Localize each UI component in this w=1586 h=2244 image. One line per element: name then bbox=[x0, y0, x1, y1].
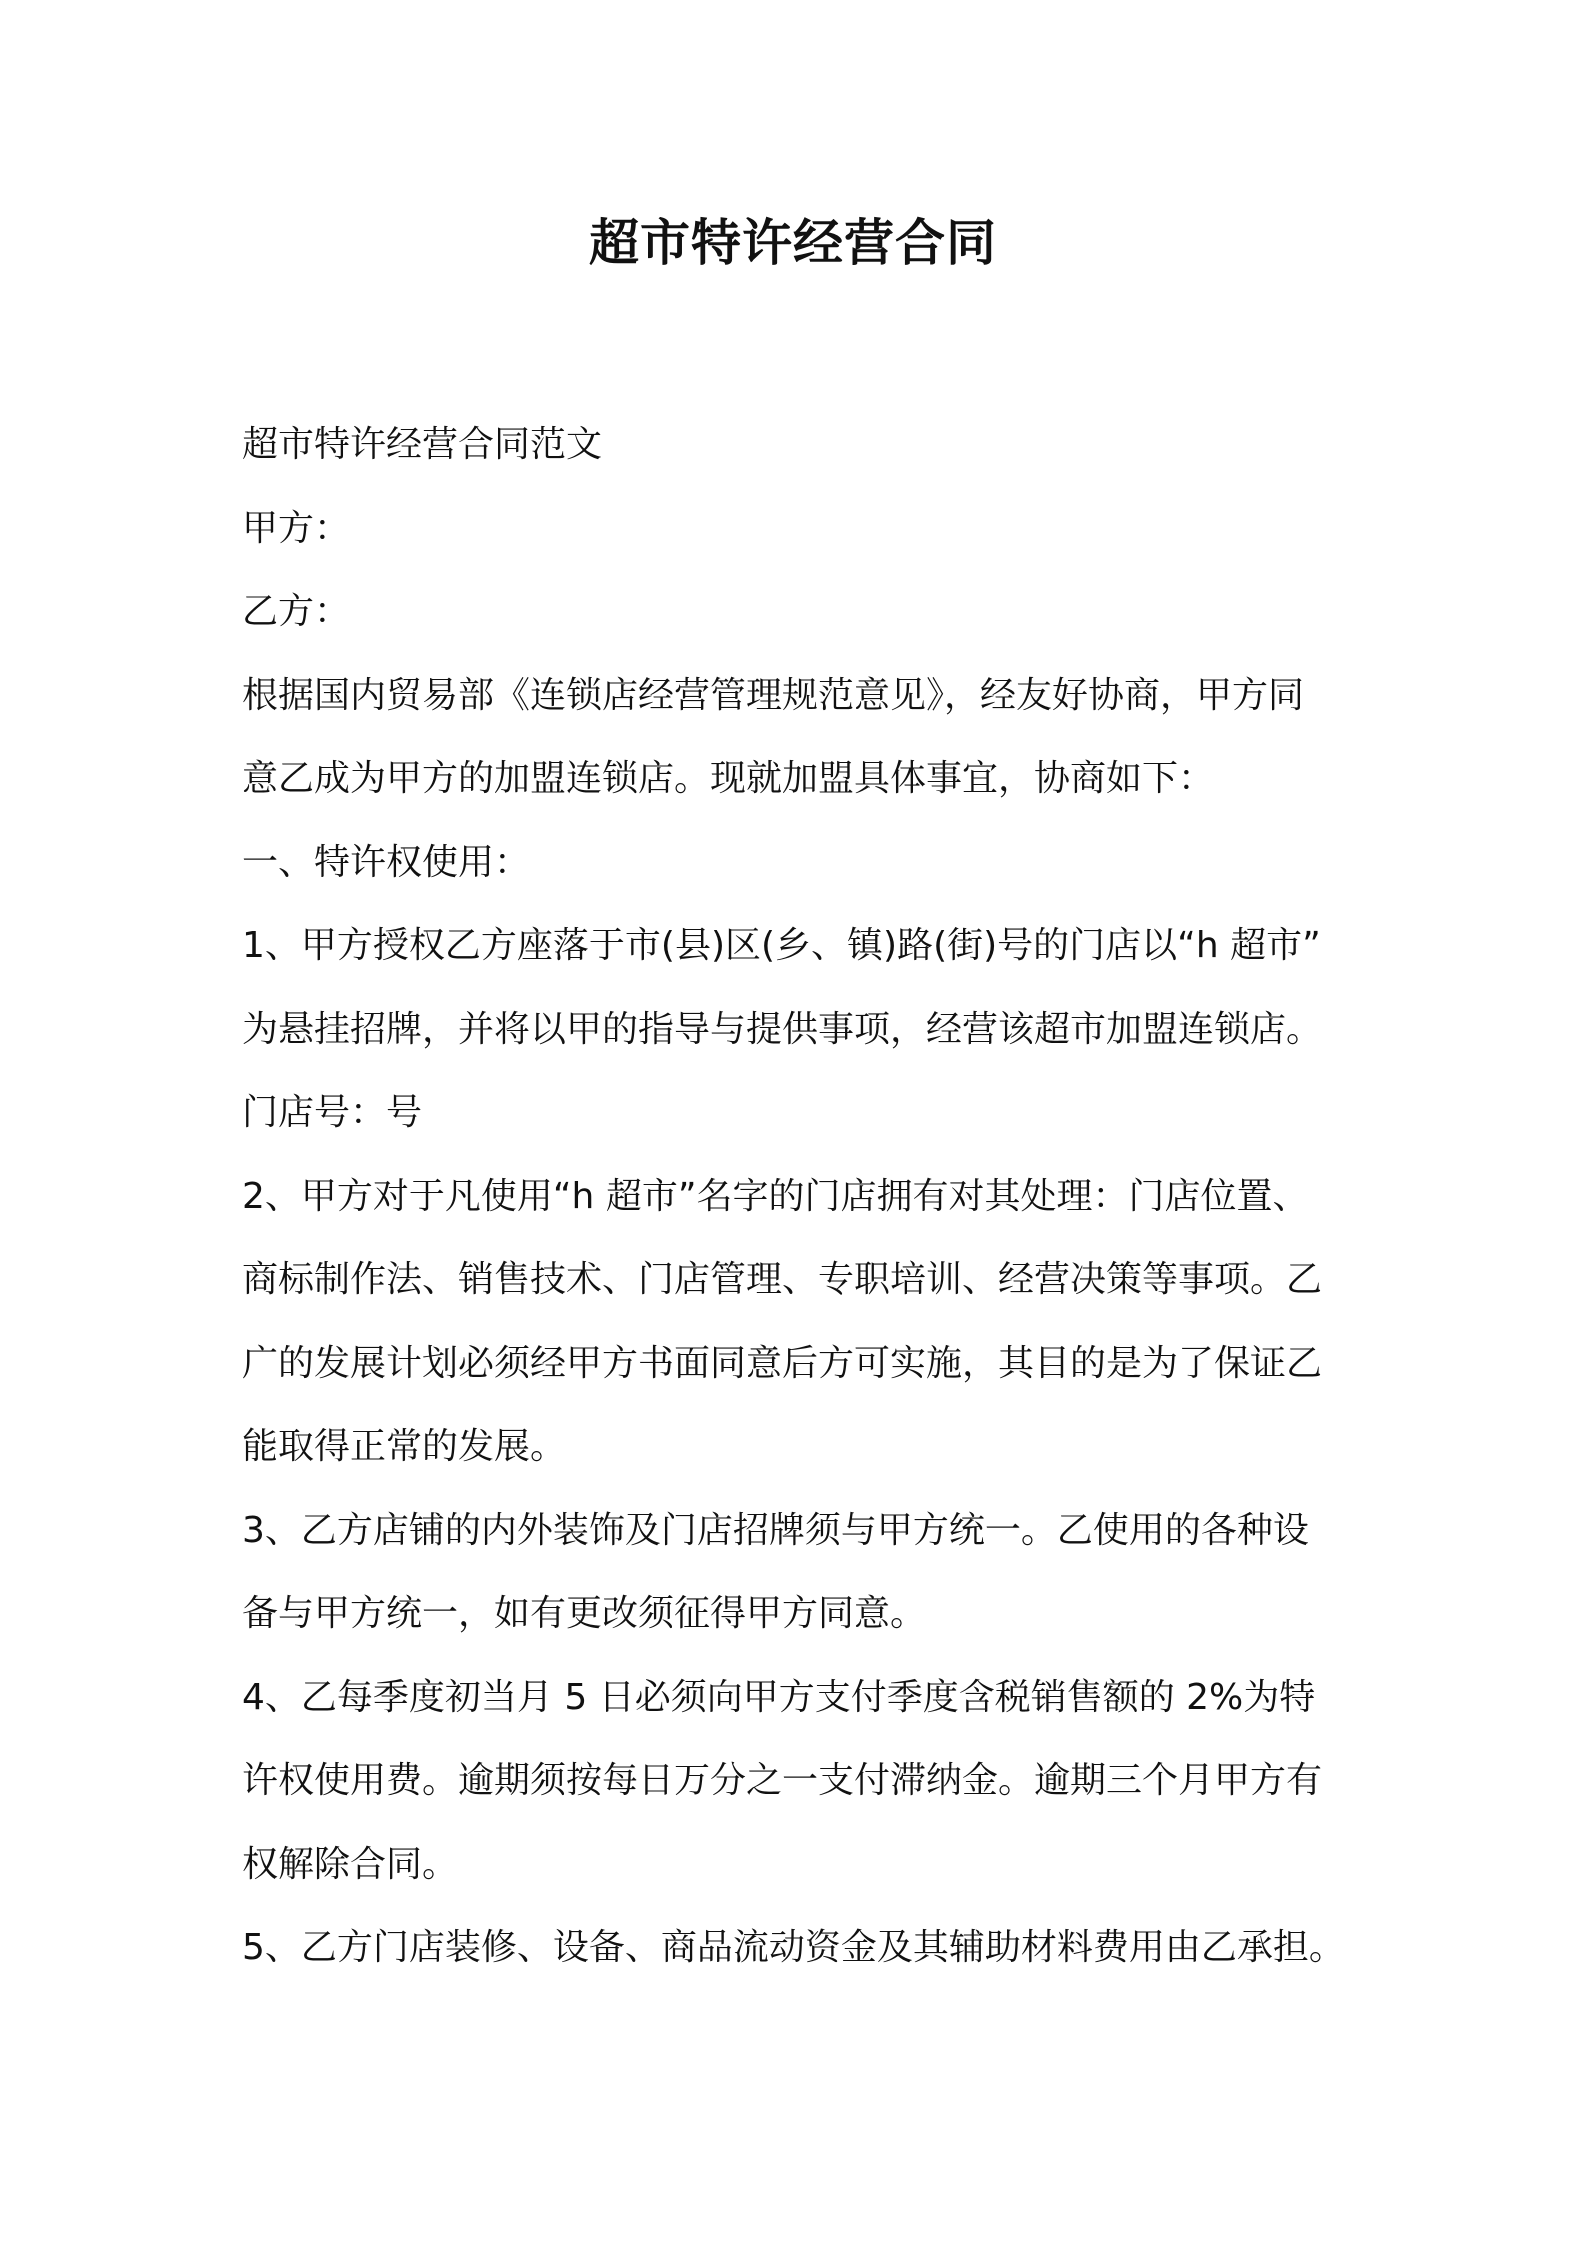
document-line: 许权使用费。逾期须按每日万分之一支付滞纳金。逾期三个月甲方有 bbox=[242, 1760, 1323, 1801]
document-line: 意乙成为甲方的加盟连锁店。现就加盟具体事宜，协商如下： bbox=[242, 758, 1215, 799]
document-line: 权解除合同。 bbox=[242, 1843, 459, 1885]
document-line: 4、乙每季度初当月 5 日必须向甲方支付季度含税销售额的 2%为特 bbox=[242, 1676, 1316, 1718]
document-line: 根据国内贸易部《连锁店经营管理规范意见》，经友好协商，甲方同 bbox=[242, 674, 1305, 716]
document-line: 5、乙方门店装修、设备、商品流动资金及其辅助材料费用由乙承担。 bbox=[242, 1927, 1345, 1968]
document-line: 备与甲方统一，如有更改须征得甲方同意。 bbox=[242, 1593, 927, 1634]
document-line: 乙方： bbox=[242, 591, 351, 632]
document-line: 超市特许经营合同范文 bbox=[242, 424, 603, 465]
document-line: 一、特许权使用： bbox=[242, 841, 531, 883]
document-line: 广的发展计划必须经甲方书面同意后方可实施，其目的是为了保证乙 bbox=[242, 1342, 1323, 1384]
document-line: 3、乙方店铺的内外装饰及门店招牌须与甲方统一。乙使用的各种设 bbox=[242, 1509, 1309, 1551]
document-line: 能取得正常的发展。 bbox=[242, 1426, 567, 1467]
document-line: 2、甲方对于凡使用“h 超市”名字的门店拥有对其处理：门店位置、 bbox=[242, 1175, 1309, 1217]
document-line: 为悬挂招牌，并将以甲的指导与提供事项，经营该超市加盟连锁店。 bbox=[242, 1008, 1323, 1050]
document-line: 1、甲方授权乙方座落于市(县)区(乡、镇)路(街)号的门店以“h 超市” bbox=[242, 925, 1321, 966]
document-line: 商标制作法、销售技术、门店管理、专职培训、经营决策等事项。乙 bbox=[242, 1259, 1323, 1300]
document-title: 超市特许经营合同 bbox=[589, 214, 997, 272]
document-line: 甲方： bbox=[242, 507, 351, 549]
document-line: 门店号：号 bbox=[242, 1092, 423, 1133]
document-body bbox=[242, 403, 1362, 1990]
